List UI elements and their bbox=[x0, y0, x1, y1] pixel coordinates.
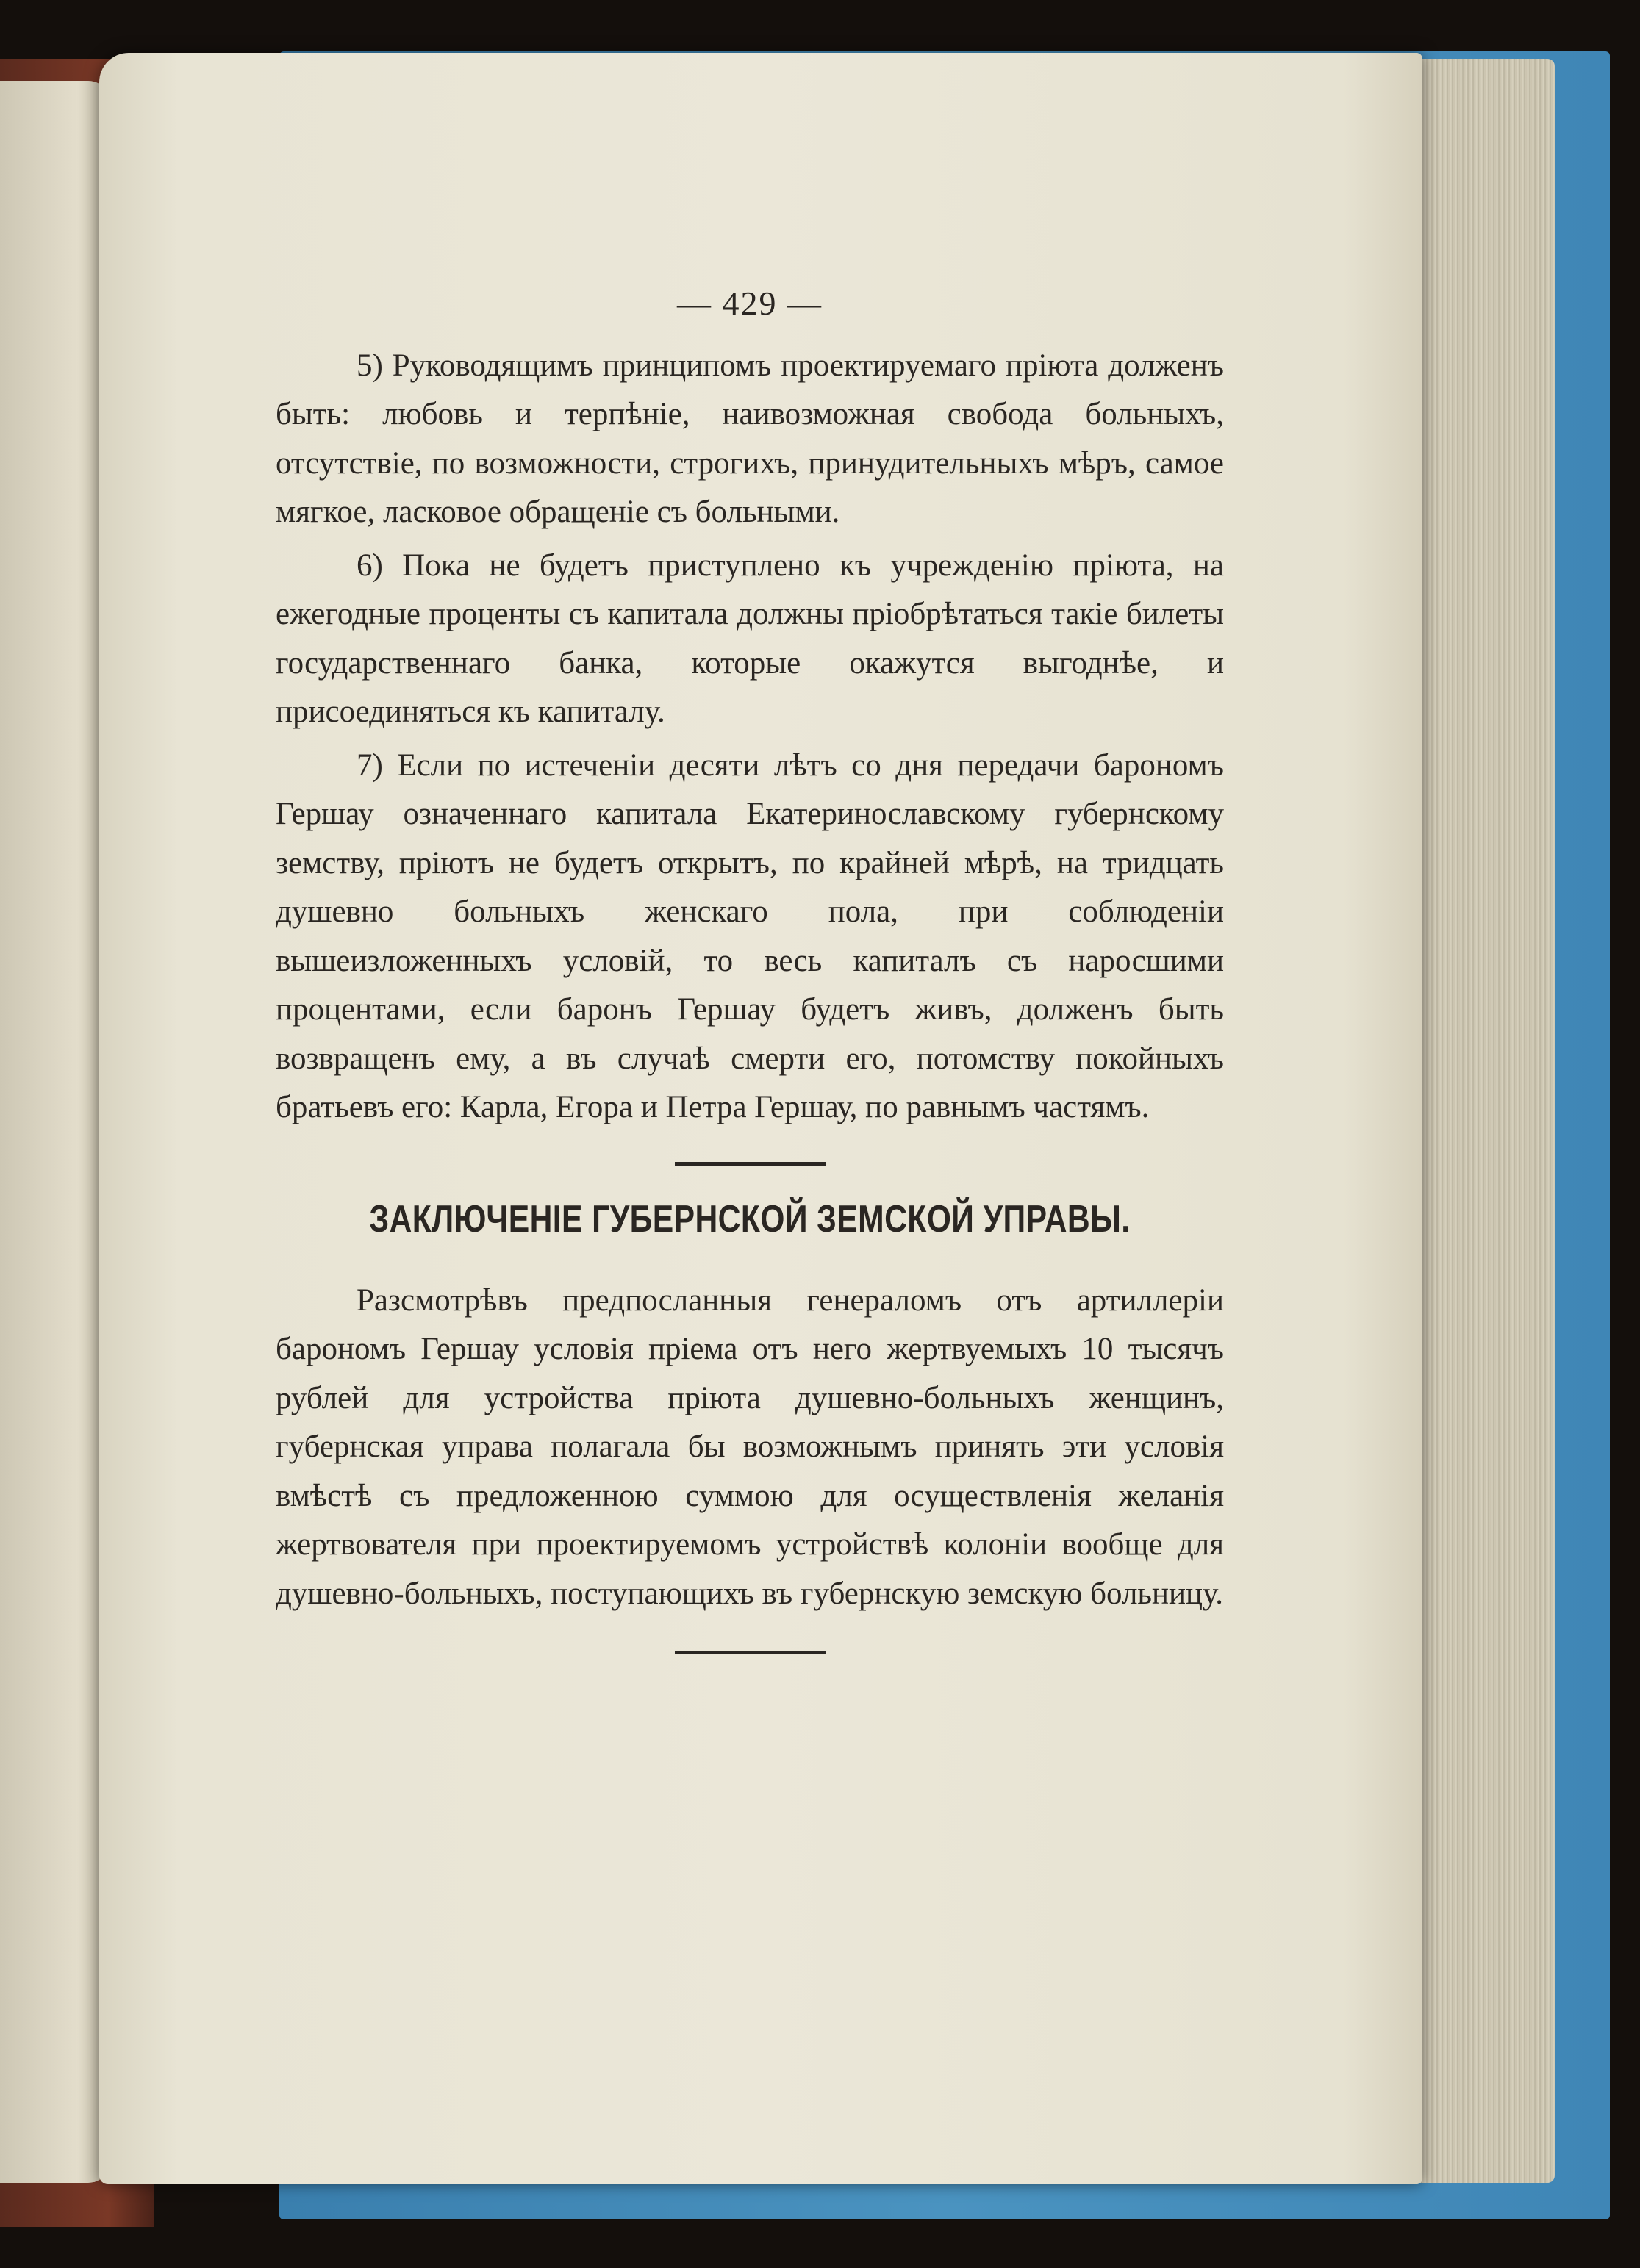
section-heading: ЗАКЛЮЧЕНIЕ ГУБЕРНСКОЙ ЗЕМСКОЙ УПРАВЫ. bbox=[369, 1197, 1131, 1241]
page-content bbox=[276, 279, 1224, 1654]
section-divider bbox=[675, 1162, 826, 1166]
left-page-edge bbox=[0, 81, 110, 2183]
end-divider bbox=[675, 1651, 826, 1654]
page-edges bbox=[1408, 59, 1555, 2183]
paragraph-6: 6) Пока не будетъ приступлено къ учрежденiю прiюта, на ежегодные проценты съ капитала должны прiобрѣтаться такiе билеты государственнаго банка, которые окажутся выгоднѣе, и присоединяться къ капиталу. bbox=[276, 548, 1224, 729]
paragraph-5: 5) Руководящимъ принципомъ проектируемаго прiюта долженъ быть: любовь и терпѣнiе, наивозможная свобода больныхъ, отсутствiе, по возможности, строгихъ, принудительныхъ мѣръ, самое мягкое, ласковое обращенiе съ больными. bbox=[276, 348, 1224, 529]
conclusion-paragraph: Разсмотрѣвъ предпосланныя генераломъ отъ артиллерiи барономъ Гершау условiя прiема отъ него жертвуемыхъ 10 тысячъ рублей для устройства прiюта душевно-больныхъ женщинъ, губернская управа полагала бы возможнымъ принять эти условiя вмѣстѣ съ предложенною суммою для осуществленiя желанiя жертвователя при проектируемомъ устройствѣ колонiи вообще для душевно-больныхъ, поступающихъ въ губернскую земскую больницу. bbox=[276, 1282, 1224, 1611]
page-number: — 429 — bbox=[677, 284, 823, 322]
paragraph-7: 7) Если по истеченiи десяти лѣтъ со дня передачи барономъ Гершау означеннаго капитала Екатеринославскому губернскому земству, прiютъ не будетъ открытъ, по крайней мѣрѣ, на тридцать душевно больныхъ женскаго пола, при соблюденiи вышеизложенныхъ условiй, то весь капиталъ съ наросшими процентами, если баронъ Гершау будетъ живъ, долженъ быть возвращенъ ему, а въ случаѣ смерти его, потомству покойныхъ братьевъ его: Карла, Егора и Петра Гершау, по равнымъ частямъ. bbox=[276, 747, 1224, 1124]
